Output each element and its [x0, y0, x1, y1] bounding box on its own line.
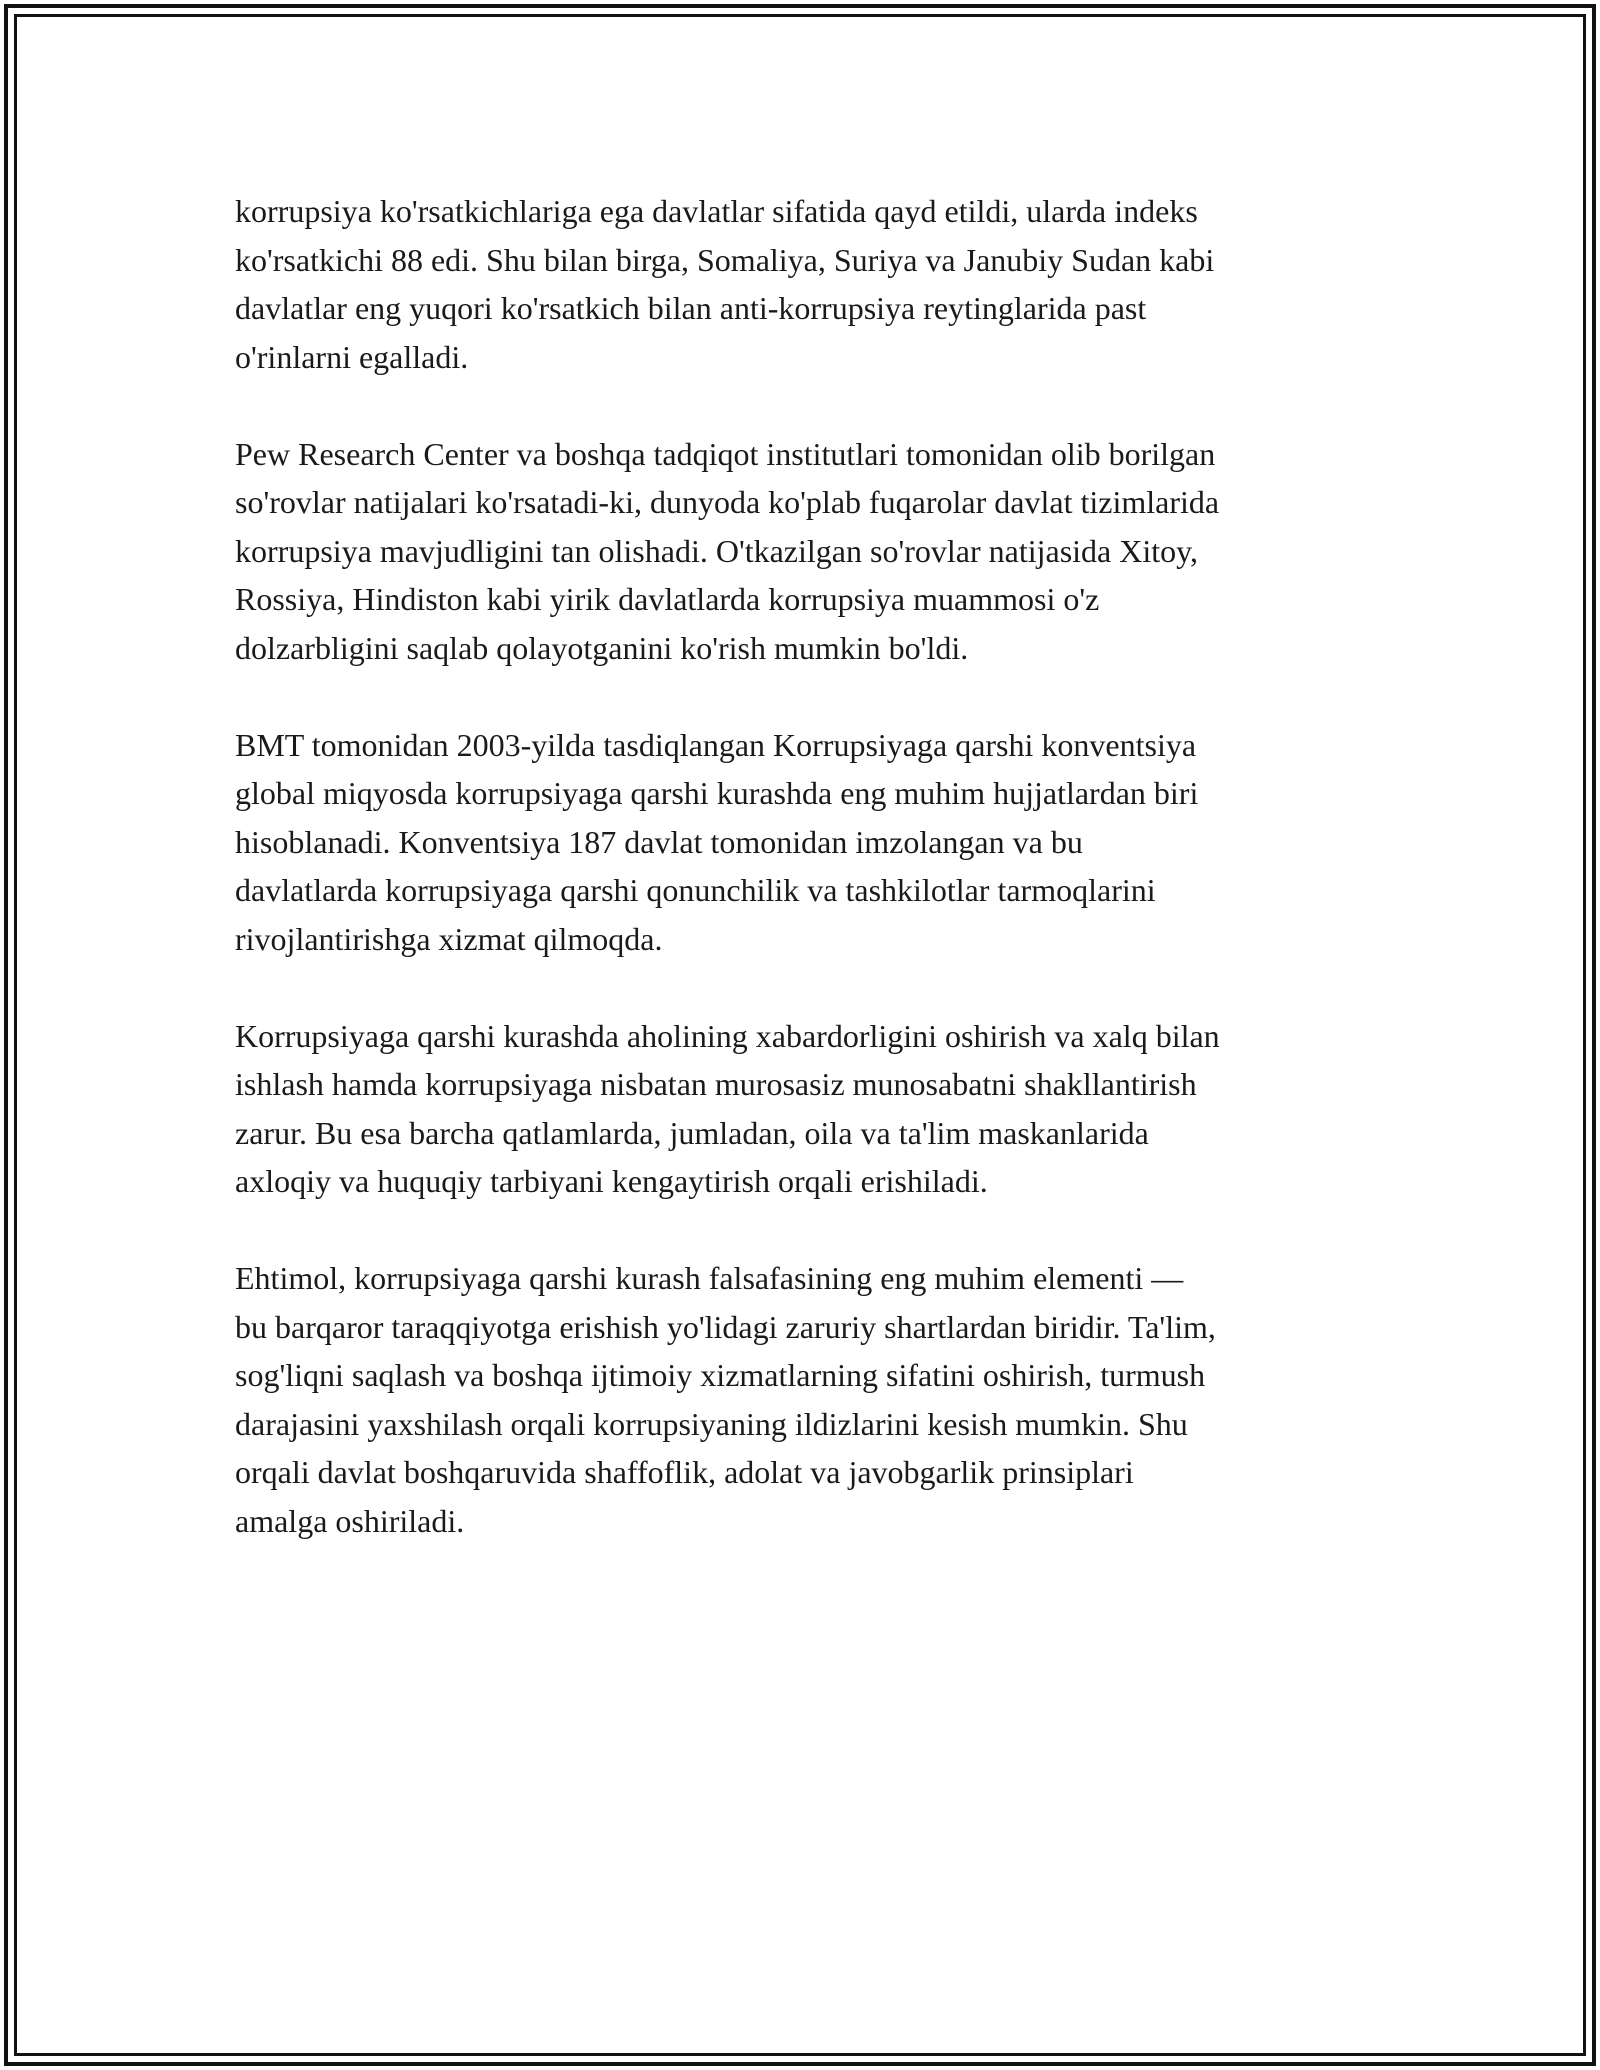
text-line: zarur. Bu esa barcha qatlamlarda, jumladan, oila va ta'lim maskanlarida [235, 1114, 1149, 1151]
text-line: Pew Research Center va boshqa tadqiqot institutlari tomonidan olib borilgan [235, 435, 1216, 472]
paragraph-pew-research [235, 430, 1375, 673]
text-line: BMT tomonidan 2003-yilda tasdiqlangan Korrupsiyaga qarshi konventsiya [235, 726, 1197, 763]
text-line: ko'rsatkichi 88 edi. Shu bilan birga, Somaliya, Suriya va Janubiy Sudan kabi [235, 241, 1215, 278]
paragraph-corruption-index [235, 187, 1375, 381]
text-line: darajasini yaxshilash orqali korrupsiyaning ildizlarini kesish mumkin. Shu [235, 1405, 1188, 1442]
text-line: dolzarbligini saqlab qolayotganini ko'rish mumkin bo'ldi. [235, 629, 969, 666]
text-line: davlatlar eng yuqori ko'rsatkich bilan anti-korrupsiya reytinglarida past [235, 290, 1147, 326]
text-line: korrupsiya mavjudligini tan olishadi. O'tkazilgan so'rovlar natijasida Xitoy, [235, 532, 1199, 569]
text-line: Ehtimol, korrupsiyaga qarshi kurash falsafasining eng muhim elementi — [235, 1260, 1184, 1296]
text-line: axloqiy va huquqiy tarbiyani kengaytirish orqali erishiladi. [235, 1163, 988, 1199]
text-line: rivojlantirishga xizmat qilmoqda. [235, 920, 663, 957]
paragraph-public-awareness [235, 1012, 1375, 1206]
text-line: global miqyosda korrupsiyaga qarshi kurashda eng muhim hujjatlardan biri [235, 775, 1199, 811]
text-line: amalga oshiriladi. [235, 1502, 465, 1539]
text-line: ishlash hamda korrupsiyaga nisbatan murosasiz munosabatni shakllantirish [235, 1066, 1197, 1102]
text-line: Korrupsiyaga qarshi kurashda aholining xabardorligini oshirish va xalq bilan [235, 1017, 1220, 1054]
text-line: korrupsiya ko'rsatkichlariga ega davlatlar sifatida qayd etildi, ularda indeks [235, 193, 1198, 229]
text-line: bu barqaror taraqqiyotga erishish yo'lidagi zaruriy shartlardan biridir. Ta'lim, [235, 1308, 1216, 1345]
text-line: sog'liqni saqlash va boshqa ijtimoiy xizmatlarning sifatini oshirish, turmush [235, 1357, 1206, 1393]
paragraph-un-convention [235, 721, 1375, 964]
text-line: hisoblanadi. Konventsiya 187 davlat tomonidan imzolangan va bu [235, 823, 1083, 860]
document-body [235, 187, 1375, 1594]
text-line: so'rovlar natijalari ko'rsatadi-ki, dunyoda ko'plab fuqarolar davlat tizimlarida [235, 484, 1220, 520]
paragraph-sustainable-development [235, 1254, 1375, 1545]
text-line: orqali davlat boshqaruvida shaffoflik, adolat va javobgarlik prinsiplari [235, 1454, 1134, 1490]
text-line: o'rinlarni egalladi. [235, 338, 469, 375]
text-line: Rossiya, Hindiston kabi yirik davlatlarda korrupsiya muammosi o'z [235, 581, 1100, 617]
text-line: davlatlarda korrupsiyaga qarshi qonunchilik va tashkilotlar tarmoqlarini [235, 872, 1156, 908]
